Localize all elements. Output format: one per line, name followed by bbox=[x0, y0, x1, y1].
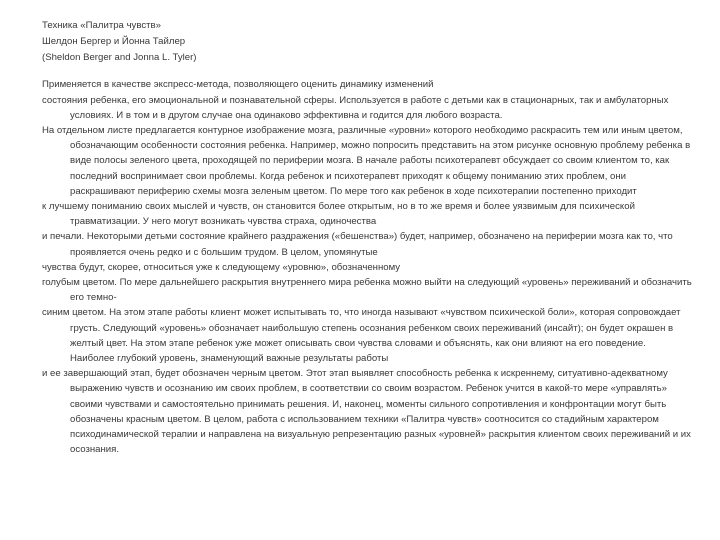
paragraph-method: На отдельном листе предлагается контурное изображение мозга, различные «уровни» которого необходимо раскрасить тем или иным цветом, обозначающим особенности состояния ребенка. Например, можно попросить представить на этом рисунке основную проблему ребенка в виде полосы зеленого цвета, проходящей по периферии мозга. В начале работы психотерапевт обсуждает со своим клиентом то, как последний воспринимает свои проблемы. Когда ребенок и психотерапевт приходят к общему пониманию этих проблем, они раскрашивают периферию схемы мозга зеленым цветом. По мере того как ребенок в ходе психотерапии постепенно приходит bbox=[42, 125, 691, 197]
authors-english: (Sheldon Berger and Jonna L. Tyler) bbox=[42, 51, 197, 63]
paragraph-intro: Применяется в качестве экспресс-метода, позволяющего оценить динамику изменений bbox=[42, 79, 434, 91]
paragraph-dark-blue: синим цветом. На этом этапе работы клиент может испытывать то, что иногда называют «чувством психической боли», которая сопровождает грусть. Следующий «уровень» обозначает наибольшую степень осознания ребенком своих переживаний (инсайт); он будет окрашен в желтый цвет. На этом этапе ребенок уже может описывать свои чувства словами и объяснять, как они влияют на его поведение. Наиболее глубокий уровень, знаменующий важные результаты работы bbox=[42, 307, 681, 365]
paragraph-next-level: чувства будут, скорее, относиться уже к следующему «уровню», обозначенному bbox=[42, 261, 401, 273]
paragraph-usage: состояния ребенка, его эмоциональной и познавательной сферы. Используется в работе с детьми как в стационарных, так и амбулаторных условиях. И в том и в другом случае она одинаково эффективна и годится для любого возраста. bbox=[42, 94, 669, 121]
document-body bbox=[42, 77, 692, 457]
paragraph-sadness: и печали. Некоторыми детьми состояние крайнего раздражения («бешенства») будет, например, обозначено на периферии мозга как то, что проявляется очень редко и с большим трудом. В целом, упомянутые bbox=[42, 231, 673, 258]
authors-russian: Шелдон Бергер и Йонна Тайлер bbox=[42, 35, 186, 47]
document-page bbox=[42, 18, 692, 457]
paragraph-black-final: и ее завершающий этап, будет обозначен черным цветом. Этот этап выявляет способность ребенка к искреннему, ситуативно-адекватному выражению чувств и осознанию им своих проблем, в соответствии со своим возрастом. Ребенок учится в какой-то мере «управлять» своими чувствами и самостоятельно принимать решения. И, наконец, моменты сильного сопротивления и конфронтации могут быть обозначены красным цветом. В целом, работа с использованием техники «Палитра чувств» соотносится со стадийным характером психодинамической терапии и направлена на визуальную репрезентацию разных «уровней» раскрытия клиентом своих переживаний и их осознания. bbox=[42, 368, 691, 456]
paragraph-understanding: к лучшему пониманию своих мыслей и чувств, он становится более открытым, но в то же время и более уязвимым для психической травматизации. У него могут возникать чувства страха, одиночества bbox=[42, 201, 635, 228]
paragraph-blue: голубым цветом. По мере дальнейшего раскрытия внутреннего мира ребенка можно выйти на следующий «уровень» переживаний и обозначить его темно- bbox=[42, 277, 692, 304]
document-title: Техника «Палитра чувств» bbox=[42, 20, 161, 31]
document-header bbox=[42, 18, 692, 65]
